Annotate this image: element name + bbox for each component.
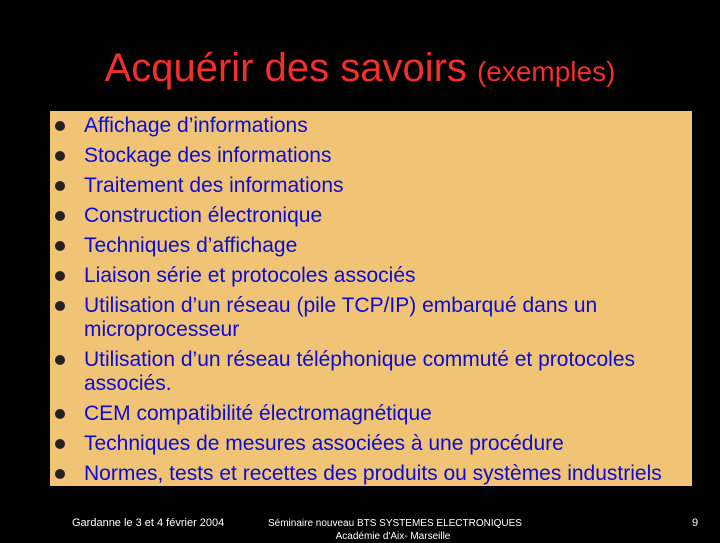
bullet-item [0,462,720,486]
bullet-list [0,114,720,492]
bullet-dot-icon [55,409,65,419]
bullet-dot-icon [55,241,65,251]
bullet-text: Utilisation d’un réseau téléphonique commuté et protocoles associés. [84,348,635,395]
bullet-dot-icon [55,121,65,131]
page-number: 9 [692,517,699,529]
bullet-item [0,402,720,426]
bullet-item [0,234,720,258]
bullet-dot-icon [55,301,65,311]
bullet-item [0,294,720,342]
bullet-text: Stockage des informations [84,144,332,167]
bullet-dot-icon [55,271,65,281]
bullet-text: Normes, tests et recettes des produits ou systèmes industriels [84,462,662,485]
bullet-dot-icon [55,181,65,191]
bullet-item [0,204,720,228]
footer-seminar-title: Séminaire nouveau BTS SYSTEMES ELECTRONIQUES [268,518,522,529]
bullet-item [0,264,720,288]
bullet-text: Liaison série et protocoles associés [84,264,416,287]
slide-title-main: Acquérir des savoirs [104,46,467,90]
bullet-text: Construction électronique [84,204,323,227]
bullet-text: Affichage d’informations [84,114,308,137]
bullet-text: CEM compatibilité électromagnétique [84,402,432,425]
bullet-item [0,432,720,456]
footer-seminar [268,517,522,543]
bullet-dot-icon [55,439,65,449]
bullet-item [0,144,720,168]
bullet-text: Techniques de mesures associées à une procédure [84,432,564,455]
slide-title-suffix: (exemples) [476,56,616,87]
footer-date: Gardanne le 3 et 4 février 2004 [72,517,225,529]
bullet-item [0,174,720,198]
slide-title [0,46,720,91]
bullet-text: Techniques d’affichage [84,234,298,257]
footer-academy: Académie d'Aix- Marseille [335,531,451,542]
bullet-dot-icon [55,211,65,221]
bullet-dot-icon [55,469,65,479]
bullet-text: Utilisation d’un réseau (pile TCP/IP) embarqué dans un microprocesseur [84,294,598,341]
bullet-item [0,114,720,138]
bullet-text: Traitement des informations [84,174,344,197]
bullet-item [0,348,720,396]
bullet-dot-icon [55,151,65,161]
bullet-dot-icon [55,355,65,365]
